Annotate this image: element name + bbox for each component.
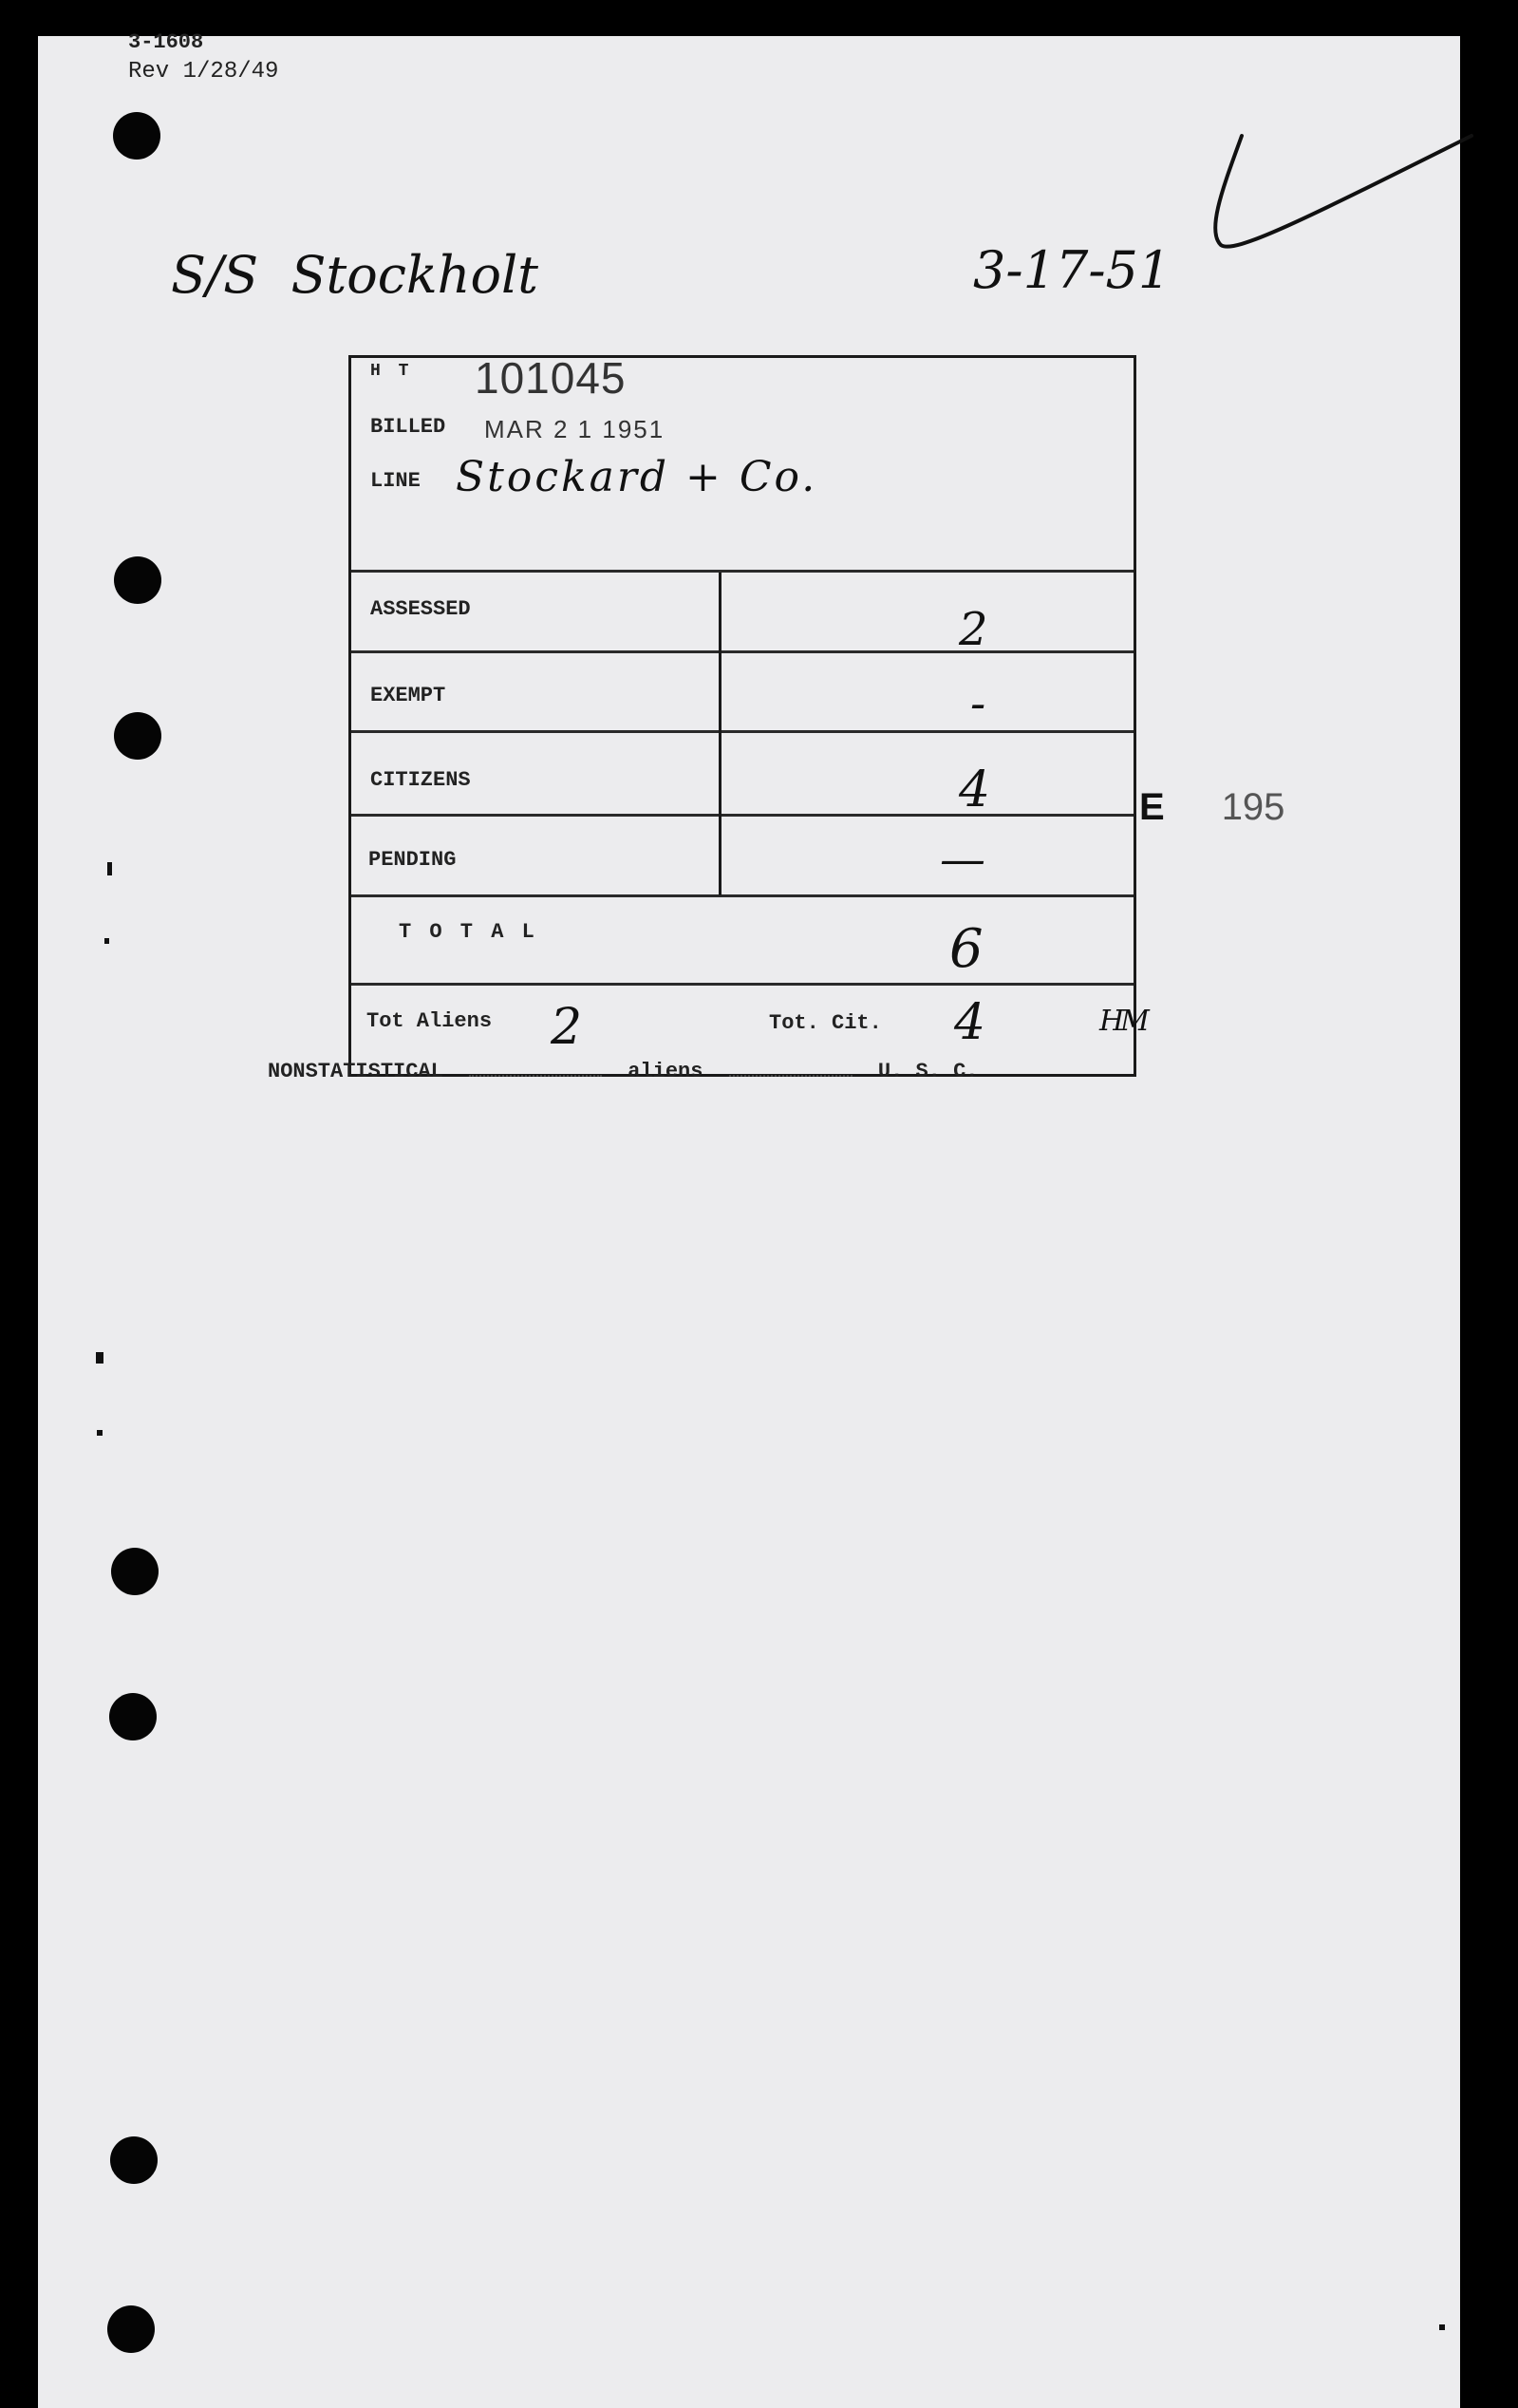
- rule-line: [351, 894, 1134, 897]
- row-value-citizens: 4: [959, 762, 991, 818]
- rule-line: [351, 983, 1134, 986]
- vessel-name: S/S Stockholt: [171, 245, 538, 305]
- row-label-citizens: CITIZENS: [370, 768, 471, 792]
- rule-line: [351, 730, 1134, 733]
- row-label-assessed: ASSESSED: [370, 597, 471, 621]
- margin-stamp-number: 195: [1221, 786, 1285, 828]
- margin-speck: [97, 1430, 103, 1436]
- punch-hole-3: [114, 712, 161, 760]
- row-value-assessed: 2: [959, 603, 988, 656]
- punch-hole-1: [113, 112, 160, 160]
- punch-hole-5: [109, 1693, 157, 1740]
- tot-aliens-value: 2: [551, 999, 583, 1056]
- line-label: LINE: [370, 469, 421, 493]
- rule-line: [351, 814, 1134, 817]
- margin-speck: [107, 862, 112, 875]
- document-page: [38, 30, 1460, 2408]
- form-revision: Rev 1/28/49: [128, 59, 279, 85]
- billed-date-stamp: MAR 2 1 1951: [484, 415, 665, 443]
- row-label-exempt: EXEMPT: [370, 684, 446, 707]
- row-label-pending: PENDING: [368, 848, 457, 872]
- ht-number: 101045: [475, 353, 627, 403]
- punch-hole-6: [110, 2136, 158, 2184]
- column-divider: [719, 573, 722, 895]
- total-value: 6: [949, 918, 984, 980]
- punch-hole-7: [107, 2305, 155, 2353]
- rule-line: [351, 650, 1134, 653]
- line-value: Stockard + Co.: [456, 453, 818, 501]
- tot-cit-label: Tot. Cit.: [769, 1011, 882, 1035]
- margin-speck: [96, 1352, 103, 1364]
- billed-label: BILLED: [370, 415, 446, 439]
- tot-aliens-label: Tot Aliens: [366, 1009, 493, 1033]
- margin-speck: [1439, 2324, 1445, 2330]
- punch-hole-4: [111, 1548, 159, 1595]
- arrival-date: 3-17-51: [973, 240, 1171, 300]
- tot-cit-value: 4: [954, 994, 986, 1051]
- clerk-initials: HM: [1099, 1005, 1146, 1038]
- check-mark-icon: [1196, 126, 1481, 307]
- row-value-exempt: -: [970, 677, 986, 730]
- margin-speck: [104, 938, 109, 944]
- nonstatistical-label: NONSTATISTICAL: [268, 1060, 443, 1083]
- tally-card: [348, 355, 1136, 1077]
- punch-hole-2: [114, 556, 161, 604]
- nonstatistical-line: [268, 1060, 979, 1083]
- nonstatistical-usc-label: U. S. C.: [877, 1060, 979, 1083]
- nonstatistical-aliens-blank: [469, 1075, 602, 1077]
- total-label: T O T A L: [399, 920, 537, 944]
- nonstatistical-usc-blank: [729, 1075, 853, 1077]
- rule-line: [351, 570, 1134, 573]
- ht-label: H T: [370, 362, 413, 381]
- row-value-pending: —: [940, 833, 985, 886]
- form-number: 3-1608: [128, 30, 204, 54]
- nonstatistical-aliens-label: aliens: [628, 1060, 703, 1083]
- margin-stamp: E 195: [1139, 786, 1285, 828]
